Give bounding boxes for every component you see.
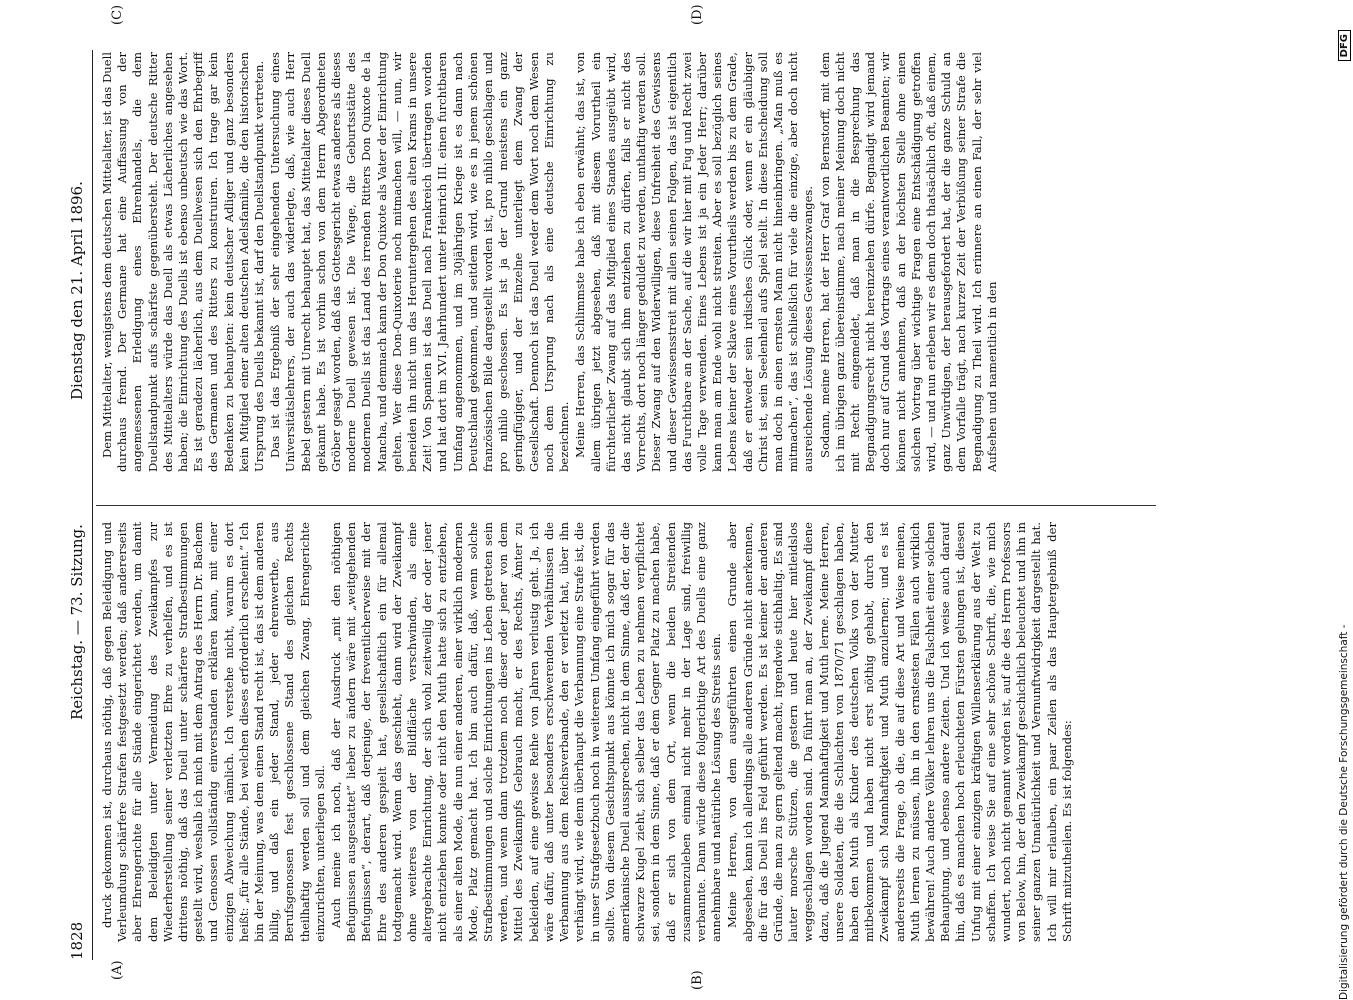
header-rule xyxy=(92,50,93,960)
page-number: 1828 xyxy=(68,921,86,960)
paragraph: Dem Mittelalter, wenigstens dem deutschen Mittelalter, ist das Duell durchaus fremd. Der Germane hat eine Auffassung von der angemessenen Erledigung eines Ehrenhandels, die dem Duellstandpunkt aufs schärfste gegenübersteht. Der deutsche Ritter des Mittelalters würde das Duell als etwas Lächerliches angesehen haben; die Einrichtung des Duells ist ebenso unbeutsch wie das Wort. Es ist geradezu lächerlich, aus dem Duellwesen sich den Ehrbegriff des Germanen und des Ritters zu konstruiren. Ich trage gar kein Bedenken zu behaupten: kein deutscher Adliger und ganz besonders kein Mitglied einer alten deutschen Adelsfamilie, die den historischen Ursprung des Duells bekannt ist, darf den Duellstandpunkt vertreten. xyxy=(100,52,267,472)
margin-mark-a: (A) xyxy=(110,960,125,980)
paragraph: Meine Herren, das Schlimmste habe ich eben erwähnt; das ist, von allem übrigen jetzt abgesehen, daß mit diesem Vorurtheil ein fürchterlicher Zwang auf das Mitglied eines Standes ausgeübt wird, das nicht glaubt sich ihm entziehen zu dürfen, falls er nicht des Vorrechts, dort noch länger geduldet zu werden, unthaftig werden soll. Dieser Zwang auf den Widerwilligen, diese Unfreiheit des Gewissens und dieser Gewissensstreit mit allen seinen Folgen, das ist eigentlich das Furchtbare an der Sache, auf die wir hier mit Fug und Recht zwei volle Tage verwenden. Eines Lebens ist ja ein Jeder Herr; darüber kann man am Ende wohl nicht streiten. Aber es soll bezüglich seines Lebens keiner der Sklave eines Vorurtheils werden bis zu dem Grade, daß er entweder sein irdisches Glück oder, wenn er ein gläubiger Christ ist, sein Seelenheil aufs Spiel stellt. In diese Entscheidung soll man doch in einen ernsten Mann nicht hineinbringen. „Man muß es mitmachen“, das ist schließlich für viele die einzige, aber doch nicht ausreichende Lösung dieses Gewissenszwanges. xyxy=(573,52,816,472)
paragraph: Sodann, meine Herren, hat der Herr Graf von Bernstorff, mit dem ich im übrigen ganz übereinstimme, nach meiner Meinung doch nicht mit Recht eingemeldet, daß man in die Besprechung das Begnadigungsrecht nicht hereinziehen dürfe. Begnadigt wird jemand doch nur auf Grund des Vortrags eines verantwortlichen Beamten; wir können nicht annehmen, daß an der höchsten Stelle ohne einen solchen Vortrag über wichtige Fragen eine Entschädigung getroffen wird, — und nun erleben wir es denn doch thatsächlich oft, daß einem, ganz Unwürdigen, der herausgefordert hat, der die ganze Schuld an dem Vorfalle trägt, nach kurzer Zeit der Verbüßung seiner Strafe die Begnadigung zu Theil wird. Ich erinnere an einen Fall, der sehr viel Aufsehen und namentlich in den xyxy=(817,52,999,472)
column-divider xyxy=(96,505,1156,506)
dfg-logo: DFG xyxy=(1338,30,1351,61)
footer-credit: Digitalisierung gefördert durch die Deutsche Forschungsgemeinschaft - xyxy=(1338,624,1350,1000)
paragraph: Das ist das Ergebniß der sehr eingehenden Untersuchung eines Universitätslehrers, der auch das widerlegte, daß, wie auch Herr Bebel gestern mit Unrecht behauptet hat, das Mittelalter dieses Duell gekannt habe. Es ist vorhin schon von dem Herrn Abgeordneten Gröber gesagt worden, daß das Gottesgericht etwas anderes als dieses moderne Duell gewesen ist. Die Wiege, die Geburtsstätte des modernen Duells ist das Land des irrenden Ritters Don Quixote de la Mancha, und demnach kann der Don Quixote als Vater der Einrichtung gelten. Wer diese Don-Quixoterie noch mitmachen will, — nun, wir beneiden ihn nicht um das Heruntergehen des alten Krams in unsere Zeit! Von Spanien ist das Duell nach Frankreich übertragen worden und hat dort im XVI. Jahrhundert unter Heinrich III. einen furchtbaren Umfang angenommen, und im 30jährigen Kriege ist es dann nach Deutschland gekommen, und seitdem wird, wie es in jenem schönen französischen Bilde dargestellt worden ist, pro nihilo geschlagen und pro nihilo geschossen. Es ist ja der Grund meistens ein ganz geringfügiger, und der Einzelne unterliegt dem Zwang der Gesellschaft. Dennoch ist das Duell weder dem Wort noch dem Wesen noch dem Ursprung nach als eine deutsche Einrichtung zu bezeichnen. xyxy=(268,52,572,472)
margin-mark-d: (D) xyxy=(690,4,705,25)
left-text-column xyxy=(100,522,1160,942)
header-left-title: Reichstag. — 73. Sitzung. xyxy=(68,524,86,720)
paragraph: druck gekommen ist, durchaus nöthig, daß gegen Beleidigung und Verleumdung schärfere Strafen festgesetzt werden; daß andererseits aber Ehrengerichte für alle Stände eingerichtet werden, um damit dem Beleidigten unter Vermeidung des Zweikampfes zur Wiederherstellung seiner verletzten Ehre zu verhelfen, und es ist drittens nöthig, daß das Duell unter schärfere Strafbestimmungen gestellt wird, weshalb ich mich mit dem Antrag des Herrn Dr. Bachem und Genossen vollständig einverstanden erklären kann, mit einer einzigen Abweichung nämlich. Ich verstehe nicht, warum es dort heißt: „für alle Stände, bei welchen dieses erforderlich erscheint.“ Ich bin der Meinung, was dem einen Stand recht ist, das ist dem anderen billig, und daß ein jeder Stand, jeder ehrenwerthe, aus Berufsgenossen fest geschlossene Stand des gleichen Rechts theilhaftig werden soll und dem gleichen Zwang, Ehrengerichte einzurichten, unterliegen soll. xyxy=(100,522,327,942)
margin-mark-c: (C) xyxy=(110,4,125,25)
paragraph: Auch meine ich noch, daß der Ausdruck „mit den nöthigen Befugnissen ausgestattet“ lieber zu ändern wäre mit „weitgehenden Befugnissen“, derart, daß derjenige, der freventlicherweise mit der Ehre des anderen gespielt hat, gesellschaftlich ein für allemal todtgemacht wird. Wenn das geschieht, dann wird der Zweikampf ohne weiteres von der Bildfläche verschwinden, als eine altergebrachte Einrichtung, der sich wohl zeitweilig der oder jener nicht entziehen konnte oder nicht den Muth hatte sich zu entziehen, als einer alten Mode, die nun einer anderen, einer wirklich modernen Mode, Platz gemacht hat. Ich bin auch dafür, daß, wenn solche Strafbestimmungen und solche Einrichtungen ins Leben getreten sein werden, und wenn dann trotzdem noch dieser oder jener von dem Mittel des Zweikampfs Gebrauch macht, er des Rechts, Ämter zu bekleiden, auf eine gewisse Reihe von Jahren verlustig geht. Ja, ich wäre dafür, daß unter besonders erschwerenden Verhältnissen die Verbannung aus dem Reichsverbande, den er verletzt hat, über ihn verhängt wird, wie denn überhaupt die Verbannung eine Strafe ist, die in unser Strafgesetzbuch noch in weiterem Umfang eingeführt werden sollte. Von diesem Gesichtspunkt aus könnte ich mich sogar für das amerikanische Duell aussprechen, nicht in dem Sinne, daß der, der die schwarze Kugel zieht, sich selber das Leben zu nehmen verpflichtet sei, sondern in dem Sinne, daß er dem Gegner Platz zu machen habe, daß er sich von dem Ort, wenn die beiden Streitenden zusammenzuleben einmal nicht mehr in der Lage sind, freiwillig verbannte. Dann würde diese folgerichtige Art des Duells eine ganz annehmbare und natürliche Lösung des Streits sein. xyxy=(329,522,724,942)
margin-mark-b: (B) xyxy=(690,970,705,990)
header-right-title: Dienstag den 21. April 1896. xyxy=(68,181,86,400)
right-text-column xyxy=(100,52,1160,472)
running-header xyxy=(60,50,94,960)
paragraph: Meine Herren, von dem ausgeführten einen Grunde aber abgesehen, kann ich allerdings alle anderen Gründe nicht anerkennen, die für das Duell ins Feld geführt werden. Es ist keiner der anderen Gründe, die man zu gern geltend macht, irgendwie stichhaltig. Es sind lauter morsche Stützen, die gestern und heute hier mitleidslos weggeschlagen worden sind. Da führt man an, der Zweikampf diene dazu, daß die Jugend Mannhaftigkeit und Muth lerne. Meine Herren, unsere Soldaten, die die Schlachten von 1870/71 geschlagen haben, haben den Muth als Kinder des deutschen Volks von der Mutter mitbekommen und haben nicht erst nöthig gehabt, durch den Zweikampf sich Mannhaftigkeit und Muth anzulernen; und es ist andererseits die Frage, ob die, die auf diese Art und Weise meinen, Muth lernen zu müssen, ihn in den ernstesten Fällen auch wirklich bewähren! Auch andere Völker lehren uns die Falschheit einer solchen Behauptung, und ebenso andere Zeiten. Und ich weise auch darauf hin, daß es manchen hoch erleuchteten Fürsten gelungen ist, diesen Unfug mit einer einzigen kräftigen Willenserklärung aus der Welt zu schaffen. Ich weise Sie auf eine sehr schöne Schrift, die, wie mich wundert, noch nicht genannt worden ist, auf die des Herrn Professors von Below, hin, der den Zweikampf geschichtlich beleuchtet und ihn in seiner ganzen Unnatürlichkeit und Vernunftwidrigkeit dargestellt hat. Ich will mir erlauben, ein paar Zeilen als das Hauptergebniß der Schrift mitzutheilen. Es ist folgendes: xyxy=(725,522,1074,942)
digitization-footer xyxy=(1335,10,1353,1000)
